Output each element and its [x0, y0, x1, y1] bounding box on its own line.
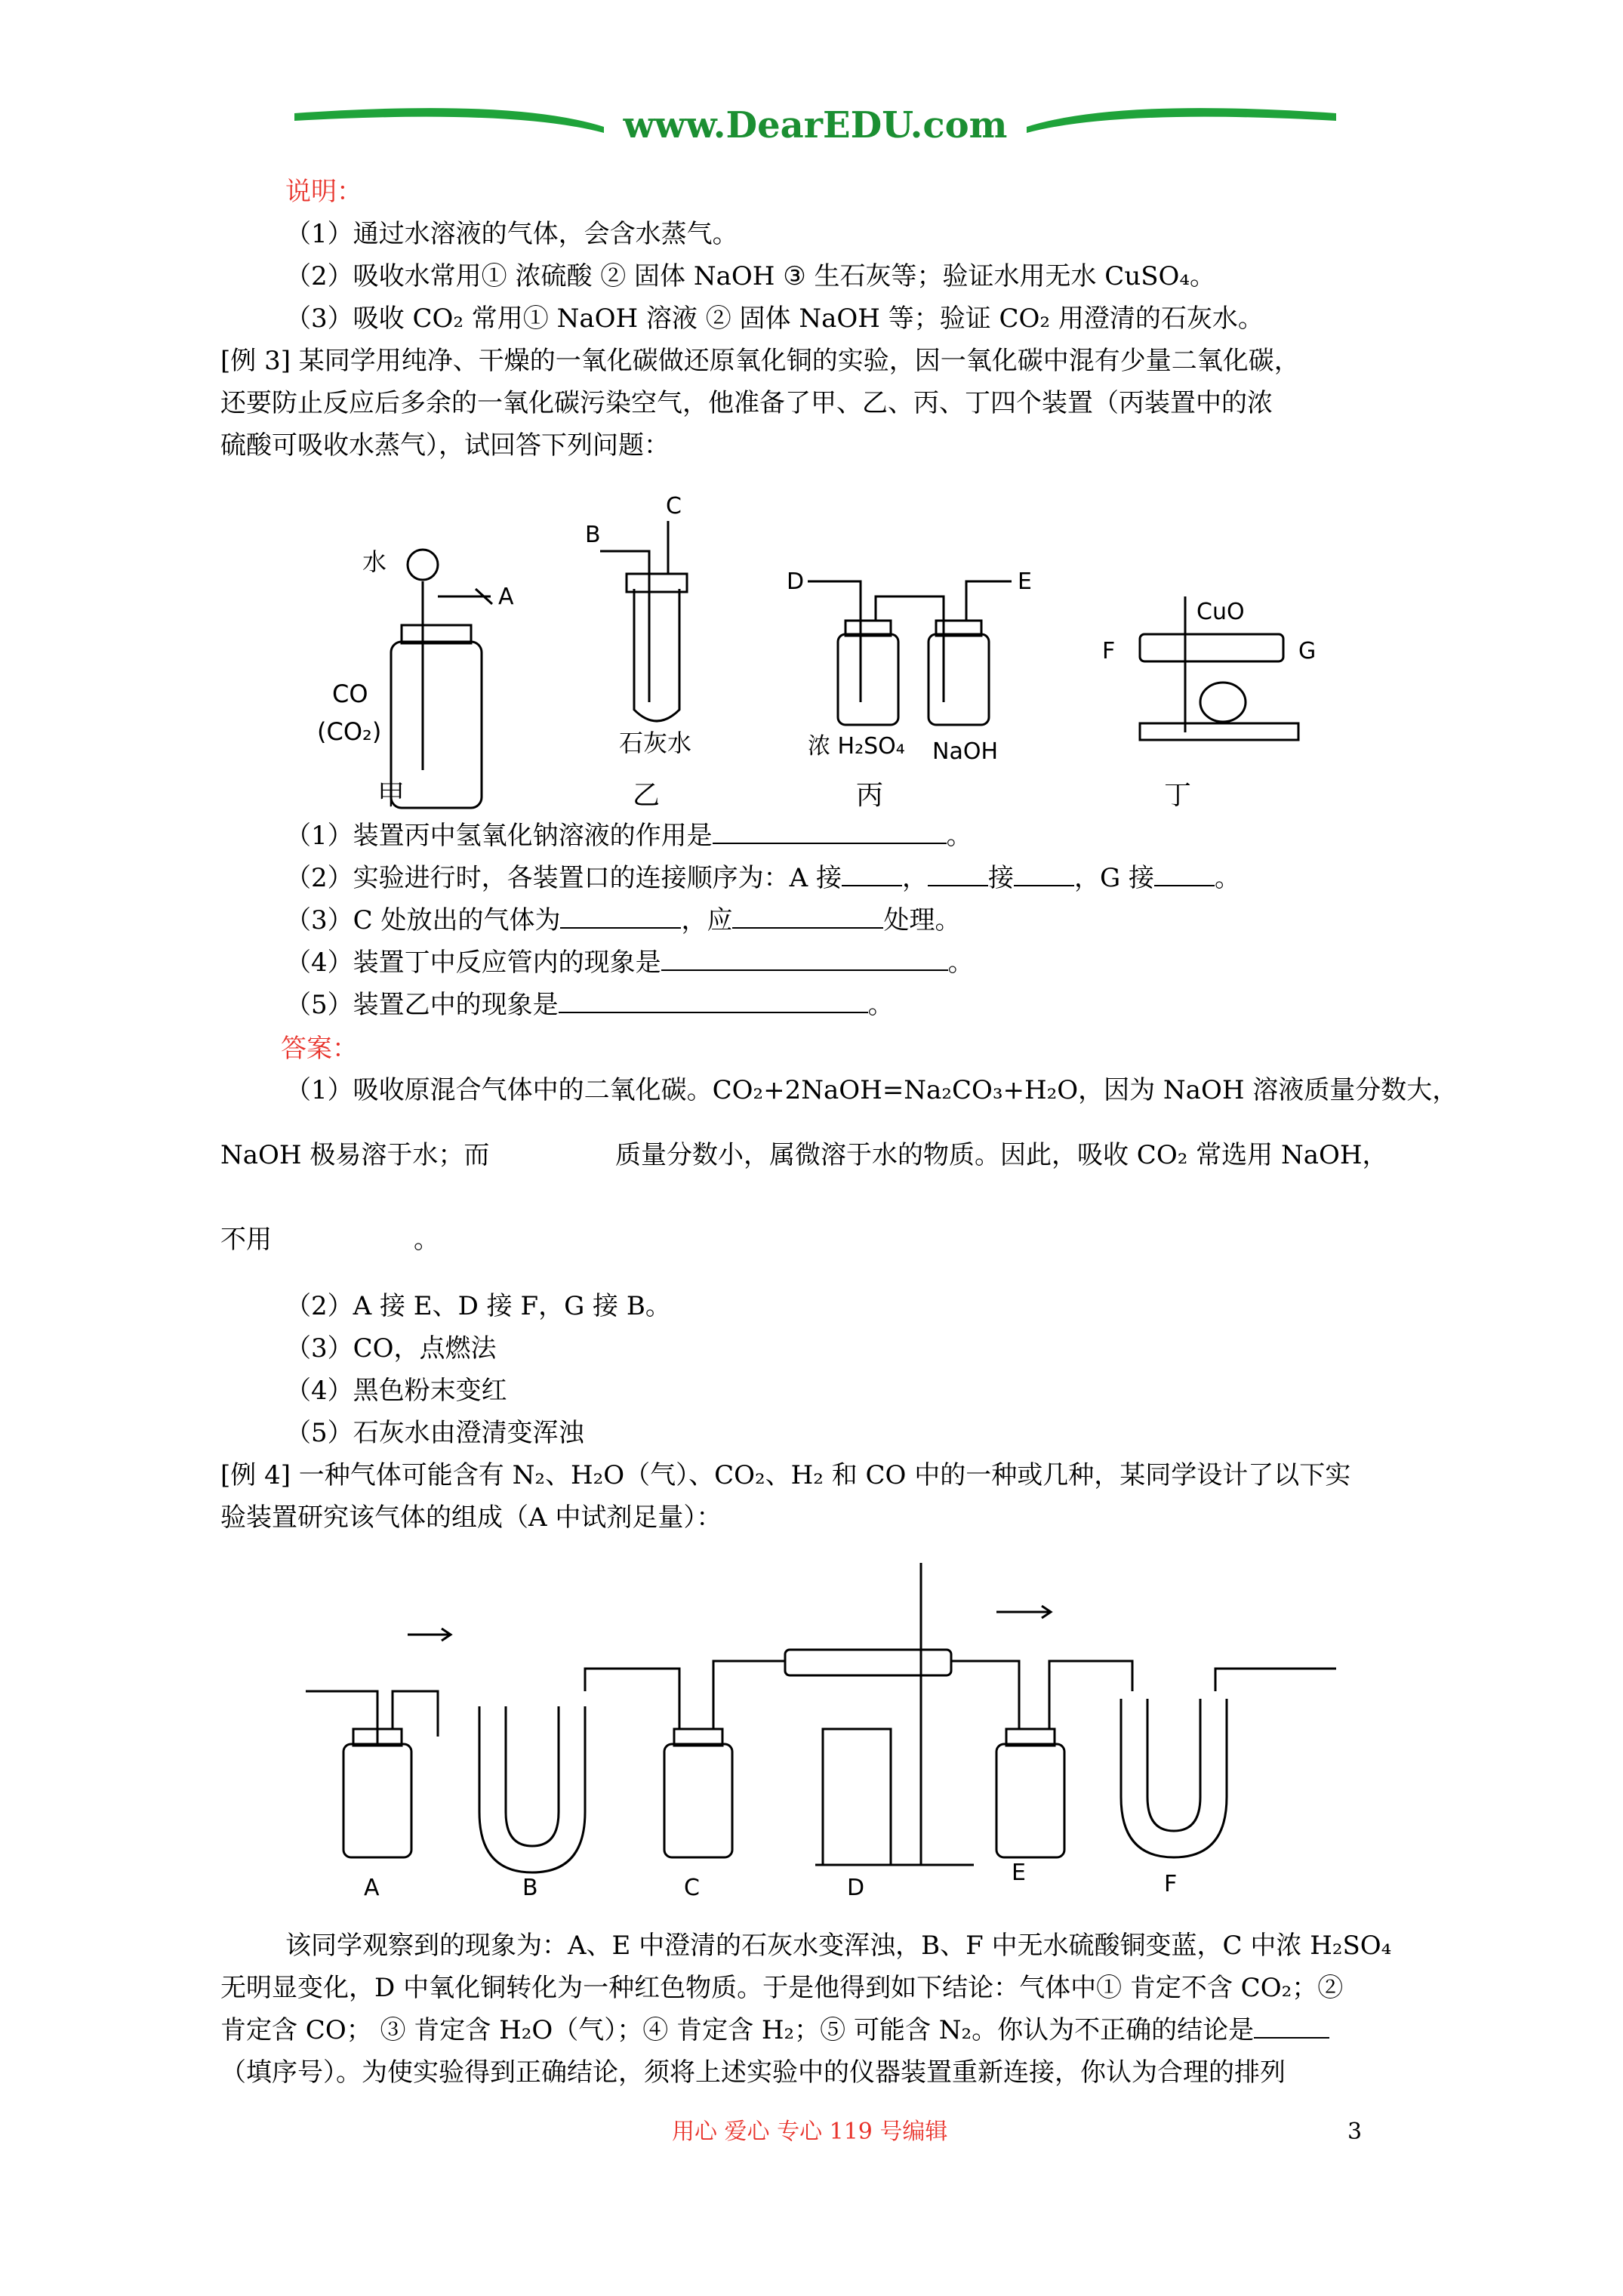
label-e: E	[1012, 1860, 1026, 1886]
answer-title: 答案：	[281, 1034, 358, 1064]
page-number: 3	[1347, 2119, 1363, 2145]
apparatus-d	[785, 1563, 974, 1901]
caption-jia: 甲	[377, 780, 405, 811]
ex3-question-4: （4）装置丁中反应管内的现象是 。	[285, 948, 974, 978]
label-e: E	[1018, 569, 1032, 595]
blank[interactable]	[1154, 862, 1215, 886]
apparatus-jia	[317, 547, 514, 808]
apparatus-b	[479, 1669, 679, 1901]
answer-1-line-2b: 质量分数小，属微溶于水的物质。因此，吸收 CO₂ 常选用 NaOH，	[615, 1140, 1388, 1170]
blank[interactable]	[842, 862, 902, 886]
note-line-3: （3）吸收 CO₂ 常用① NaOH 溶液 ② 固体 NaOH 等；验证 CO₂ 用澄清的石灰水。	[285, 304, 1264, 334]
answer-1-line-3a: 不用	[220, 1225, 272, 1255]
ex4-para-2: 验装置研究该气体的组成（A 中试剂足量）：	[220, 1502, 722, 1533]
ex3-question-3: （3）C 处放出的气体为 ，应 处理。	[285, 905, 961, 935]
ex4-apparatus-figure	[294, 1555, 1351, 1910]
answer-1-line-2a: NaOH 极易溶于水；而	[220, 1140, 490, 1170]
label-a: A	[364, 1875, 380, 1901]
blank[interactable]	[559, 989, 868, 1013]
site-logo: www.DearEDU.com	[623, 104, 1008, 146]
label-b: B	[522, 1875, 538, 1901]
answer-1: （1）吸收原混合气体中的二氧化碳。CO₂+2NaOH=Na₂CO₃+H₂O，因为 NaOH 溶液质量分数大，	[285, 1075, 1458, 1105]
apparatus-ding	[1102, 596, 1316, 740]
ex4-text-1: 该同学观察到的现象为：A、E 中澄清的石灰水变浑浊，B、F 中无水硫酸铜变蓝，C 中浓 H₂SO₄	[285, 1931, 1392, 1961]
ex4-text-3: 肯定含 CO； ③ 肯定含 H₂O（气）；④ 肯定含 H₂；⑤ 可能含 N₂。你认为不正确的结论是	[220, 2014, 1329, 2047]
answer-1-line-3b: 。	[414, 1225, 439, 1255]
blank[interactable]	[1254, 2014, 1329, 2039]
label-g: G	[1298, 638, 1317, 664]
caption-ding: 丁	[1164, 780, 1192, 811]
blank[interactable]	[1014, 862, 1074, 886]
answer-2: （2）A 接 E、D 接 F，G 接 B。	[285, 1291, 671, 1321]
apparatus-f	[1121, 1669, 1336, 1897]
apparatus-bing	[787, 569, 1032, 765]
answer-5: （5）石灰水由澄清变浑浊	[285, 1418, 584, 1448]
label-b: B	[585, 522, 601, 548]
caption-bing: 丙	[856, 780, 884, 811]
blank[interactable]	[713, 820, 947, 844]
note-line-1: （1）通过水溶液的气体，会含水蒸气。	[285, 219, 738, 249]
label-c: C	[666, 493, 682, 519]
note-title: 说明：	[285, 177, 362, 207]
ex3-para-3: 硫酸可吸收水蒸气），试回答下列问题：	[220, 430, 670, 461]
ex3-question-5: （5）装置乙中的现象是 。	[285, 990, 894, 1020]
label-limewater: 石灰水	[619, 729, 692, 757]
ex3-question-2: （2）实验进行时，各装置口的连接顺序为：A 接 ， 接 ，G 接 。	[285, 863, 1240, 893]
answer-3: （3）CO，点燃法	[285, 1333, 497, 1364]
label-co2: (CO₂)	[317, 717, 382, 746]
label-f: F	[1102, 638, 1116, 664]
label-f: F	[1164, 1871, 1178, 1897]
ex3-question-1: （1）装置丙中氢氧化钠溶液的作用是 。	[285, 821, 972, 851]
ex4-para-1: [例 4] 一种气体可能含有 N₂、H₂O（气）、CO₂、H₂ 和 CO 中的一种或几种，某同学设计了以下实	[220, 1460, 1351, 1490]
label-co: CO	[332, 680, 368, 708]
arrow-icon	[408, 1629, 451, 1641]
arrow-icon	[996, 1606, 1051, 1618]
ex3-para-2: 还要防止反应后多余的一氧化碳污染空气，他准备了甲、乙、丙、丁四个装置（丙装置中的浓	[220, 388, 1273, 418]
label-a: A	[498, 584, 514, 610]
answer-4: （4）黑色粉末变红	[285, 1376, 507, 1406]
apparatus-a	[306, 1691, 438, 1901]
apparatus-e	[951, 1661, 1132, 1886]
label-water: 水	[362, 547, 387, 576]
label-d: D	[787, 569, 805, 595]
blank[interactable]	[928, 862, 988, 886]
ex4-text-4: （填序号）。为使实验得到正确结论，须将上述实验中的仪器装置重新连接，你认为合理的排列	[220, 2057, 1286, 2088]
blank[interactable]	[661, 947, 948, 971]
label-h2so4: 浓 H₂SO₄	[808, 733, 905, 760]
caption-yi: 乙	[633, 780, 661, 811]
ex4-text-2: 无明显变化，D 中氧化铜转化为一种红色物质。于是他得到如下结论：气体中① 肯定不含 CO₂；②	[220, 1973, 1344, 2003]
note-line-2: （2）吸收水常用① 浓硫酸 ② 固体 NaOH ③ 生石灰等；验证水用无水 CuSO₄。	[285, 261, 1216, 291]
header-banner	[287, 91, 1344, 151]
label-c: C	[684, 1875, 700, 1901]
label-naoh: NaOH	[932, 738, 998, 765]
blank[interactable]	[560, 905, 681, 929]
apparatus-c	[664, 1661, 785, 1901]
ex3-para-1: [例 3] 某同学用纯净、干燥的一氧化碳做还原氧化铜的实验，因一氧化碳中混有少量二氧化碳，	[220, 346, 1300, 376]
blank[interactable]	[732, 905, 883, 929]
ex3-apparatus-figure	[317, 483, 1374, 815]
apparatus-yi	[585, 493, 691, 757]
footer-text: 用心 爱心 专心 119 号编辑	[672, 2119, 948, 2145]
label-cuo: CuO	[1196, 599, 1245, 625]
label-d: D	[847, 1875, 865, 1901]
